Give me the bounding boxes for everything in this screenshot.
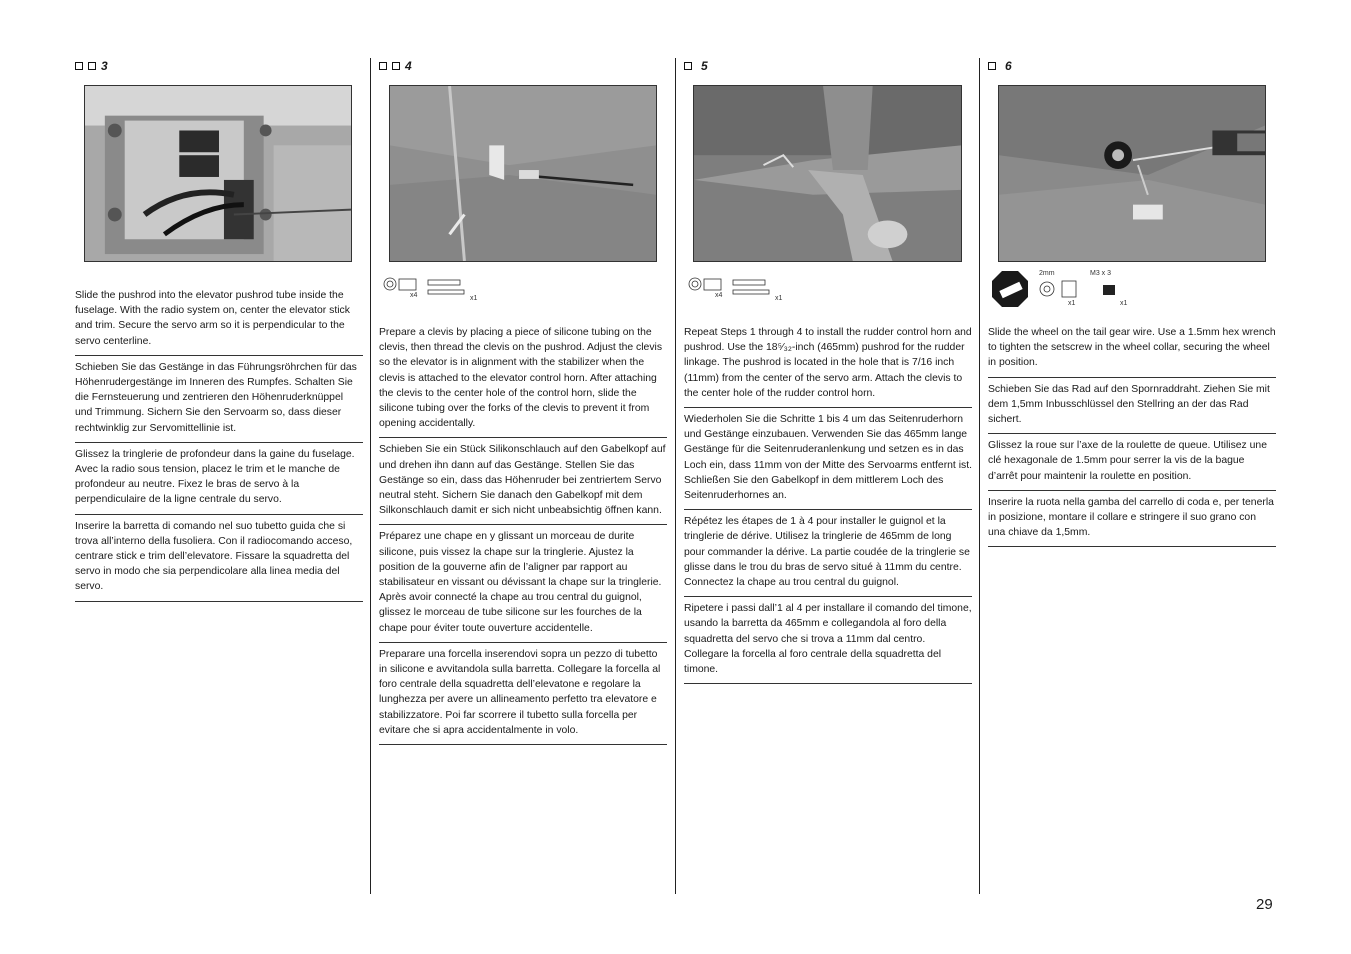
step-5-text [684,325,972,684]
checkbox-icon[interactable] [88,62,96,70]
paragraph-en: Slide the pushrod into the elevator pushrod tube inside the fuselage. With the radio system on, center the elevator stick and trim. Secure the servo arm so it is perpendicular to the servo centerline. [75,288,363,356]
paragraph-en: Slide the wheel on the tail gear wire. Use a 1.5mm hex wrench to tighten the setscrew in the wheel collar, securing the wheel in position. [988,325,1276,378]
qty-label: x1 [775,295,783,302]
paragraph-de: Schieben Sie das Gestänge in das Führungsröhrchen für das Höhenrudergestänge im Inneren des Rumpfes. Schalten Sie die Fernsteuerung und zentrieren den Höhenruderknüppel und Trimmung. Sichern Sie den Servoarm so, dass dieser rechtwinklig zur Servomittellinie ist. [75,356,363,443]
checkbox-icon[interactable] [392,62,400,70]
column-divider [979,58,980,894]
step-4-photo [389,85,657,262]
paragraph-fr: Glissez la roue sur l’axe de la roulette de queue. Utilisez une clé hexagonale de 1.5mm pour serrer la vis de la bague d’arrêt pour maintenir la roulette en position. [988,434,1276,491]
paragraph-en: Repeat Steps 1 through 4 to install the rudder control horn and pushrod. Use the 18⁵⁄₃₂-inch (465mm) pushrod for the rudder linkage. The pushrod is located in the hole that is 7/16 inch (11mm) from the center of the servo arm. Attach the clevis to the center hole of the rudder control horn. [684,325,972,408]
step-3-column [75,58,365,593]
qty-label: x1 [470,295,478,302]
checkbox-icon[interactable] [75,62,83,70]
step-6-photo [998,85,1266,262]
qty-label: x1 [1120,300,1128,307]
paragraph-de: Schieben Sie ein Stück Silikonschlauch auf den Gabelkopf auf und drehen ihn dann auf das Gestänge. Stellen Sie das Gestänge so ein, dass das Höhenruder bei zentriertem Servo neutral steht. Sichern Sie danach den Gabelkopf mit dem Silkonschlauch damit er sich nicht unbeabsichtig öffnen kann. [379,438,667,525]
paragraph-en: Prepare a clevis by placing a piece of silicone tubing on the clevis, then thread the clevis on the pushrod. Adjust the clevis so the elevator is in alignment with the stabilizer when the clevis is attached to the elevator control horn. After attaching the clevis to the center hole of the control horn, slide the silicone tubing over the forks of the clevis to prevent it from opening accidentally. [379,325,667,438]
step-4-parts [382,277,482,303]
step-number: 4 [405,59,412,73]
checkbox-icon[interactable] [379,62,387,70]
page-number: 29 [1256,896,1273,913]
qty-label: x4 [715,292,723,299]
step-5-header [684,58,974,74]
checkbox-icon[interactable] [988,62,996,70]
column-divider [370,58,371,894]
parts-icons [382,277,482,303]
step-number: 3 [101,59,108,73]
step-6-parts [990,269,1130,311]
step-5-column [684,58,974,676]
paragraph-fr: Répétez les étapes de 1 à 4 pour installer le guignol et la tringlerie de dérive. Utilisez la tringlerie de 465mm de long pour commander la dérive. La partie coudée de la tringlerie se glisse dans le trou du bras de servo situé à 11mm du centre. Connectez la chape au trou central du guignol. [684,510,972,597]
step-number: 5 [701,59,708,73]
size-label: 2mm [1039,270,1055,277]
paragraph-it: Ripetere i passi dall’1 al 4 per installare il comando del timone, usando la barretta da 465mm e collegandola al foro della squadretta del servo che si trova a 11mm dal centro. Collegare la forcella al foro centrale della squadretta del timone. [684,597,972,684]
paragraph-it: Inserire la ruota nella gamba del carrello di coda e, per tenerla in posizione, montare il collare e stringere il suo grano con una chiave da 1,5mm. [988,491,1276,548]
paragraph-de: Schieben Sie das Rad auf den Spornraddraht. Ziehen Sie mit dem 1,5mm Inbusschlüssel den Stellring an der das Rad sichert. [988,378,1276,435]
step-3-photo [84,85,352,262]
paragraph-fr: Préparez une chape en y glissant un morceau de durite silicone, puis vissez la chape sur la tringlerie. Ajustez la position de la gouverne afin de l’aligner par rapport au stabilisateur en vissant ou dévissant la chape sur la tringlerie. Après avoir connecté la chape au trou central du guignol, glissez le morceau de tube silicone sur les fourches de la chape pour éviter toute ouverture accidentelle. [379,525,667,642]
step-5-photo [693,85,962,262]
step-5-parts [687,277,787,303]
step-6-text [988,325,1276,547]
qty-label: x4 [410,292,418,299]
paragraph-it: Preparare una forcella inserendovi sopra un pezzo di tubetto in silicone e avvitandola sulla barretta. Collegare la forcella al foro centrale della squadretta dell’elevatone e regolare la lunghezza per avere un allineamento perfetto tra elevatore e stabilizzatore. Poi far scorrere il tubetto sulla forcella per evitare che si apra accidentalmente in volo. [379,643,667,745]
checkbox-icon[interactable] [684,62,692,70]
step-3-text [75,288,363,602]
step-4-column [379,58,669,736]
parts-icons [687,277,787,303]
paragraph-de: Wiederholen Sie die Schritte 1 bis 4 um das Seitenruderhorn und Gestänge einzubauen. Verwenden Sie das 465mm lange Gestänge für die Seitenruderanlenkung und setzen es in das Loch ein, dass 11mm von der Mitte des Servoarms entfernt ist. Schließen Sie den Gabelkopf in dem mittlerem Loch des Seitenruderhornes an. [684,408,972,510]
screw-label: M3 x 3 [1090,270,1112,277]
column-divider [675,58,676,894]
qty-label: x1 [1068,300,1076,307]
step-4-header [379,58,669,74]
paragraph-fr: Glissez la tringlerie de profondeur dans la gaine du fuselage. Avec la radio sous tension, placez le trim et le manche de profondeur au neutre. Fixez le bras de servo à la perpendiculaire de la ligne centrale du servo. [75,443,363,515]
step-number: 6 [1005,59,1012,73]
step-3-header [75,58,365,74]
step-6-column [988,58,1278,539]
step-4-text [379,325,667,745]
paragraph-it: Inserire la barretta di comando nel suo tubetto guida che si trova all’interno della fusoliera. Con il radiocomando acceso, centrare stick e trim dell’elevatore. Fissare la squadretta del servo in modo che sia perpendicolare alla linea media del servo. [75,515,363,602]
step-6-header [988,58,1278,74]
